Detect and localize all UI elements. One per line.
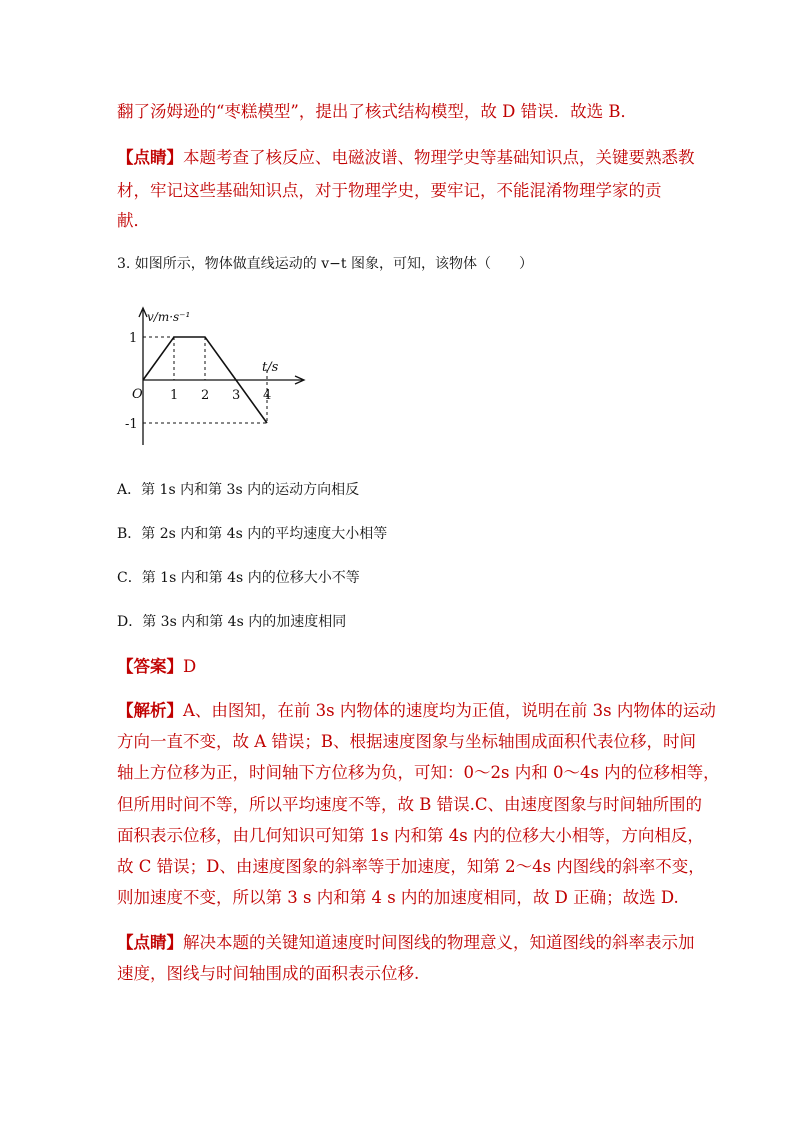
comment-line-2: 材，牢记这些基础知识点，对于物理学史，要牢记，不能混淆物理学家的贡 — [117, 181, 662, 200]
origin-label: O — [132, 387, 143, 402]
x-axis-label: t/s — [262, 360, 279, 375]
analysis-line-3: 轴上方位移为正，时间轴下方位移为负，可知：0～2s 内和 0～4s 内的位移相等， — [117, 763, 720, 782]
y-tick-1: 1 — [129, 331, 138, 346]
vt-graph — [125, 300, 318, 450]
y-axis-label: v/m·s⁻¹ — [147, 310, 191, 324]
option-a: A．第 1s 内和第 3s 内的运动方向相反 — [117, 482, 360, 498]
x-tick-3: 3 — [232, 388, 241, 403]
option-d: D．第 3s 内和第 4s 内的加速度相同 — [117, 614, 347, 630]
x-tick-2: 2 — [201, 388, 210, 403]
comment-tag: 【点睛】 — [117, 148, 183, 167]
analysis-line-6: 故 C 错误；D、由速度图象的斜率等于加速度，知第 2～4s 内图线的斜率不变， — [117, 857, 705, 876]
comment2-tag: 【点睛】 — [117, 933, 183, 952]
analysis-line-2: 方向一直不变，故 A 错误；B、根据速度图象与坐标轴围成面积代表位移，时间 — [117, 732, 697, 751]
answer-tag: 【答案】 — [117, 657, 183, 676]
prev-analysis-line: 翻了汤姆逊的“枣糕模型”，提出了核式结构模型，故 D 错误．故选 B． — [117, 102, 637, 121]
comment-text: 本题考查了核反应、电磁波谱、物理学史等基础知识点，关键要熟悉教 — [183, 148, 695, 167]
analysis-line-5: 面积表示位移，由几何知识可知第 1s 内和第 4s 内的位移大小相等，方向相反， — [117, 826, 704, 845]
x-tick-1: 1 — [170, 388, 179, 403]
option-c: C．第 1s 内和第 4s 内的位移大小不等 — [117, 570, 360, 586]
answer-line — [117, 659, 196, 676]
comment-line-3: 献． — [117, 211, 150, 230]
x-tick-4: 4 — [263, 388, 272, 403]
comment2-text: 解决本题的关键知道速度时间图线的物理意义，知道图线的斜率表示加 — [183, 933, 695, 952]
y-tick-neg1: -1 — [125, 417, 138, 432]
comment-line-1 — [117, 150, 695, 167]
answer-value: D — [183, 657, 197, 676]
analysis-line-1 — [117, 703, 716, 720]
analysis-tag: 【解析】 — [117, 701, 183, 720]
analysis-text: A、由图知，在前 3s 内物体的速度均为正值，说明在前 3s 内物体的运动 — [183, 701, 716, 720]
comment2-line-2: 速度，图线与时间轴围成的面积表示位移. — [117, 964, 420, 983]
comment2-line-1 — [117, 935, 695, 952]
question-stem: 3. 如图所示，物体做直线运动的 v−t 图象，可知，该物体（ ） — [117, 256, 533, 272]
analysis-line-4: 但所用时间不等，所以平均速度不等，故 B 错误.C、由速度图象与时间轴所围的 — [117, 795, 702, 814]
option-b: B．第 2s 内和第 4s 内的平均速度大小相等 — [117, 526, 388, 542]
analysis-line-7: 则加速度不变，所以第 3 s 内和第 4 s 内的加速度相同，故 D 正确；故选 D. — [117, 888, 679, 907]
